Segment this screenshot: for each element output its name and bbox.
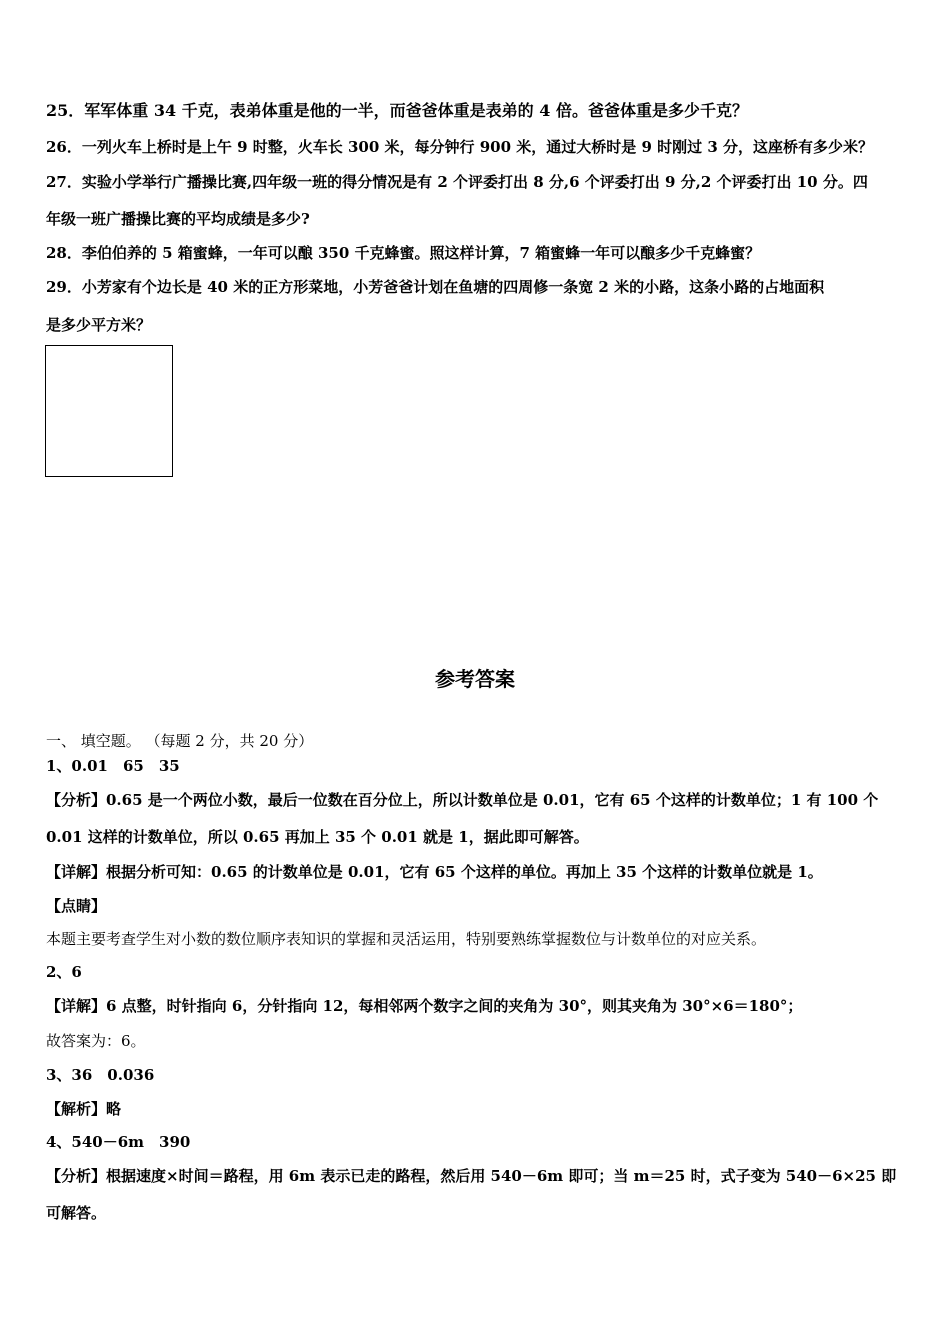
answer-2: 2、6 <box>46 963 82 981</box>
question-28: 28．李伯伯养的 5 箱蜜蜂，一年可以酿 350 千克蜂蜜。照这样计算，7 箱蜜蜂一年可以酿多少千克蜂蜜？ <box>46 244 761 262</box>
answer-2-conclusion: 故答案为：6。 <box>46 1032 146 1050</box>
answer-1: 1、0.01 65 35 <box>46 757 180 775</box>
answer-2-detail: 【详解】6 点整，时针指向 6，分针指向 12，每相邻两个数字之间的夹角为 30°，则其夹角为 30°×6＝180°； <box>46 997 803 1015</box>
answer-4-analysis-line-2: 可解答。 <box>46 1204 107 1222</box>
answer-3-analysis: 【解析】略 <box>46 1100 122 1118</box>
square-field-figure <box>45 345 173 477</box>
answer-1-detail: 【详解】根据分析可知：0.65 的计数单位是 0.01，它有 65 个这样的单位。再加上 35 个这样的计数单位就是 1。 <box>46 863 823 881</box>
answer-1-analysis-line-1: 【分析】0.65 是一个两位小数，最后一位数在百分位上，所以计数单位是 0.01，它有 65 个这样的计数单位；1 有 100 个 <box>46 791 879 809</box>
answer-4-analysis-line-1: 【分析】根据速度×时间＝路程，用 6m 表示已走的路程，然后用 540－6m 即可；当 m＝25 时，式子变为 540－6×25 即 <box>46 1167 897 1185</box>
answer-1-remark-label: 【点睛】 <box>46 897 107 915</box>
question-26: 26．一列火车上桥时是上午 9 时整，火车长 300 米，每分钟行 900 米，通过大桥时是 9 时刚过 3 分，这座桥有多少米？ <box>46 138 874 156</box>
question-27-line-2: 年级一班广播操比赛的平均成绩是多少? <box>46 210 310 228</box>
question-27-line-1: 27．实验小学举行广播操比赛,四年级一班的得分情况是有 2 个评委打出 8 分,6 个评委打出 9 分,2 个评委打出 10 分。四 <box>46 173 868 191</box>
answer-1-remark: 本题主要考查学生对小数的数位顺序表知识的掌握和灵活运用，特别要熟练掌握数位与计数单位的对应关系。 <box>46 930 767 948</box>
question-29-line-1: 29．小芳家有个边长是 40 米的正方形菜地，小芳爸爸计划在鱼塘的四周修一条宽 2 米的小路，这条小路的占地面积 <box>46 278 825 296</box>
answer-4: 4、540－6m 390 <box>46 1133 191 1151</box>
question-25: 25．军军体重 34 千克，表弟体重是他的一半，而爸爸体重是表弟的 4 倍。爸爸体重是多少千克？ <box>46 101 748 120</box>
answer-key-title: 参考答案 <box>435 667 515 691</box>
question-29-line-2: 是多少平方米？ <box>46 316 152 334</box>
section-heading-fill-in: 一、 填空题。 （每题 2 分，共 20 分） <box>46 732 314 750</box>
answer-1-analysis-line-2: 0.01 这样的计数单位，所以 0.65 再加上 35 个 0.01 就是 1，据此即可解答。 <box>46 828 589 846</box>
answer-3: 3、36 0.036 <box>46 1066 155 1084</box>
